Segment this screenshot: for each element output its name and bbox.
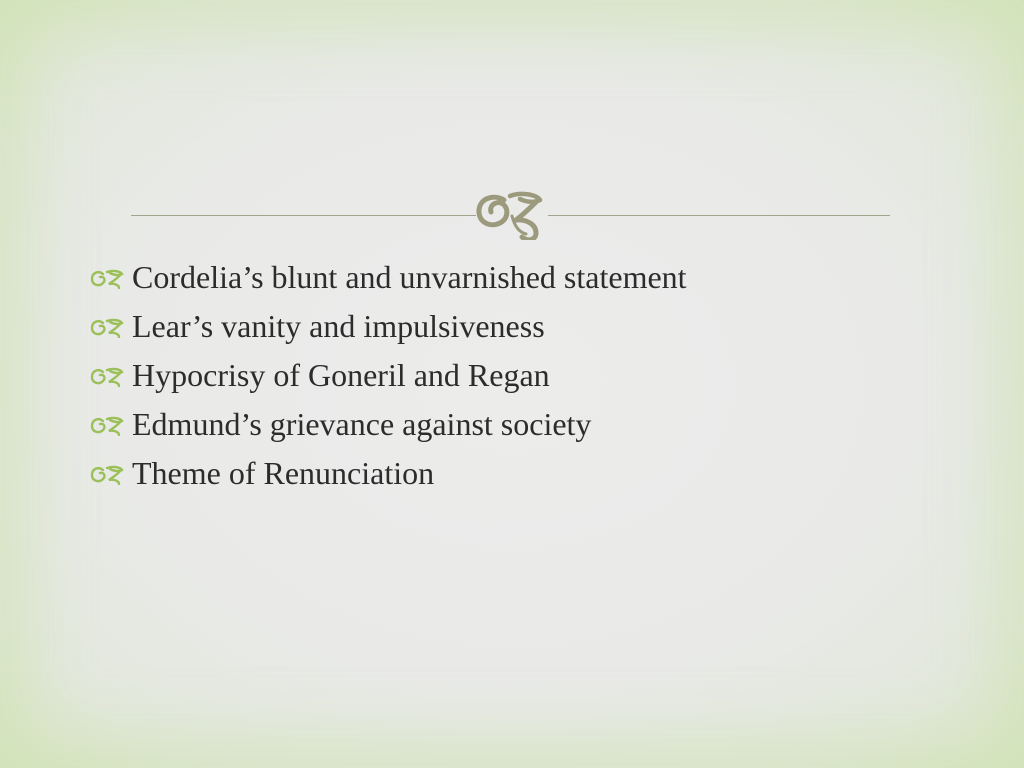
title-divider-right bbox=[548, 215, 890, 216]
fleuron-icon bbox=[474, 188, 550, 240]
list-item bbox=[90, 302, 950, 351]
bullet-list bbox=[90, 253, 950, 498]
fleuron-bullet-icon bbox=[90, 267, 126, 289]
fleuron-bullet-icon bbox=[90, 463, 126, 485]
bullet-text: Theme of Renunciation bbox=[132, 455, 435, 491]
title-divider-left bbox=[131, 215, 476, 216]
list-item bbox=[90, 253, 950, 302]
fleuron-bullet-icon bbox=[90, 365, 126, 387]
bullet-text: Cordelia’s blunt and unvarnished statement bbox=[132, 259, 687, 295]
list-item bbox=[90, 351, 950, 400]
bullet-text: Edmund’s grievance against society bbox=[132, 406, 592, 442]
bullet-text: Hypocrisy of Goneril and Regan bbox=[132, 357, 550, 393]
bullet-text: Lear’s vanity and impulsiveness bbox=[132, 308, 545, 344]
list-item bbox=[90, 449, 950, 498]
fleuron-bullet-icon bbox=[90, 414, 126, 436]
list-item bbox=[90, 400, 950, 449]
fleuron-bullet-icon bbox=[90, 316, 126, 338]
